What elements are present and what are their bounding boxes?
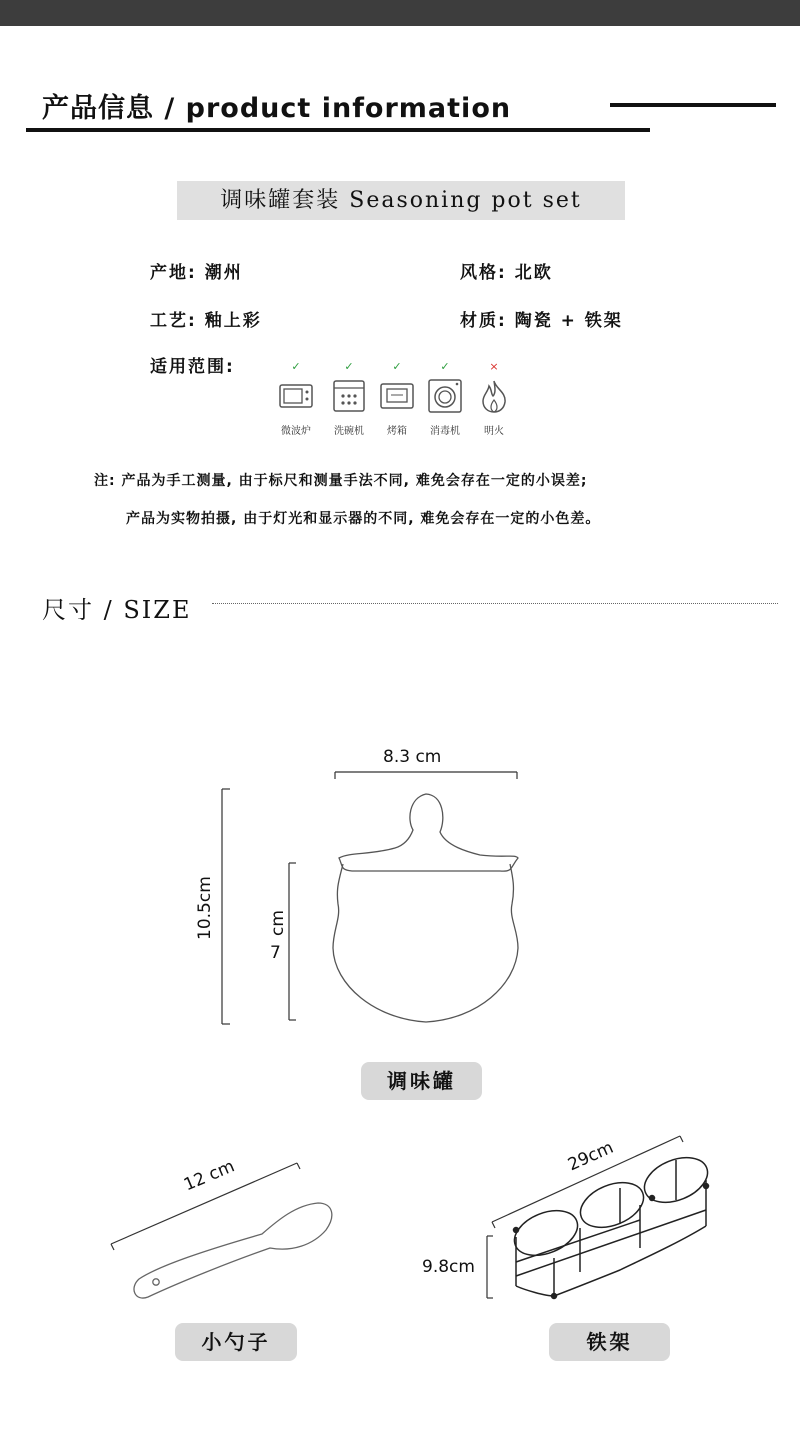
pot-width-dimension-line <box>335 772 517 779</box>
section-title-product-info: 产品信息 / product information <box>42 93 512 124</box>
iron-rack-drawing <box>508 1149 714 1298</box>
spec-origin: 产地: 潮州 <box>150 263 243 283</box>
pot-width-label: 8.3 cm <box>383 747 442 767</box>
note-color: 产品为实物拍摄, 由于灯光和显示器的不同, 难免会存在一定的小色差。 <box>126 511 601 527</box>
pot-height-dimension-line <box>222 789 230 1024</box>
spec-style: 风格: 北欧 <box>460 263 553 283</box>
spoon-drawing <box>134 1203 332 1298</box>
applicable-item-label: 微波炉 <box>281 426 311 437</box>
note-measurement: 注: 产品为手工测量, 由于标尺和测量手法不同, 难免会存在一定的小误差; <box>94 473 588 489</box>
pot-height-label: 10.5cm <box>195 876 215 940</box>
pot-body-height-value: 7 <box>270 943 281 963</box>
set-title: 调味罐套装 Seasoning pot set <box>220 188 582 213</box>
rack-height-label: 9.8cm <box>422 1257 475 1277</box>
rack-label: 铁架 <box>549 1323 670 1361</box>
rack-length-label: 29cm <box>565 1137 617 1176</box>
size-section-title: 尺寸 / SIZE <box>42 596 192 624</box>
seasoning-pot-drawing <box>333 794 518 1022</box>
spec-craft: 工艺: 釉上彩 <box>150 311 262 331</box>
check-icon: ✓ <box>291 360 301 373</box>
spec-material: 材质: 陶瓷 + 铁架 <box>460 311 623 331</box>
applicable-item-label: 烤箱 <box>387 426 407 437</box>
pot-body-height-unit: cm <box>268 910 288 936</box>
applicable-item-label: 明火 <box>484 426 504 437</box>
check-icon: ✓ <box>344 360 354 373</box>
spoon-length-label: 12 cm <box>181 1156 238 1196</box>
rack-height-dimension-line <box>487 1236 493 1298</box>
applicable-item-label: 洗碗机 <box>334 426 364 437</box>
applicable-item-label: 消毒机 <box>430 426 460 437</box>
check-icon: ✓ <box>440 360 450 373</box>
pot-body-height-dimension-line <box>289 863 296 1020</box>
applicable-label: 适用范围: <box>150 357 235 377</box>
check-icon: ✓ <box>392 360 402 373</box>
spoon-label: 小勺子 <box>175 1323 297 1361</box>
cross-icon: × <box>489 360 499 373</box>
pot-label: 调味罐 <box>361 1062 482 1100</box>
